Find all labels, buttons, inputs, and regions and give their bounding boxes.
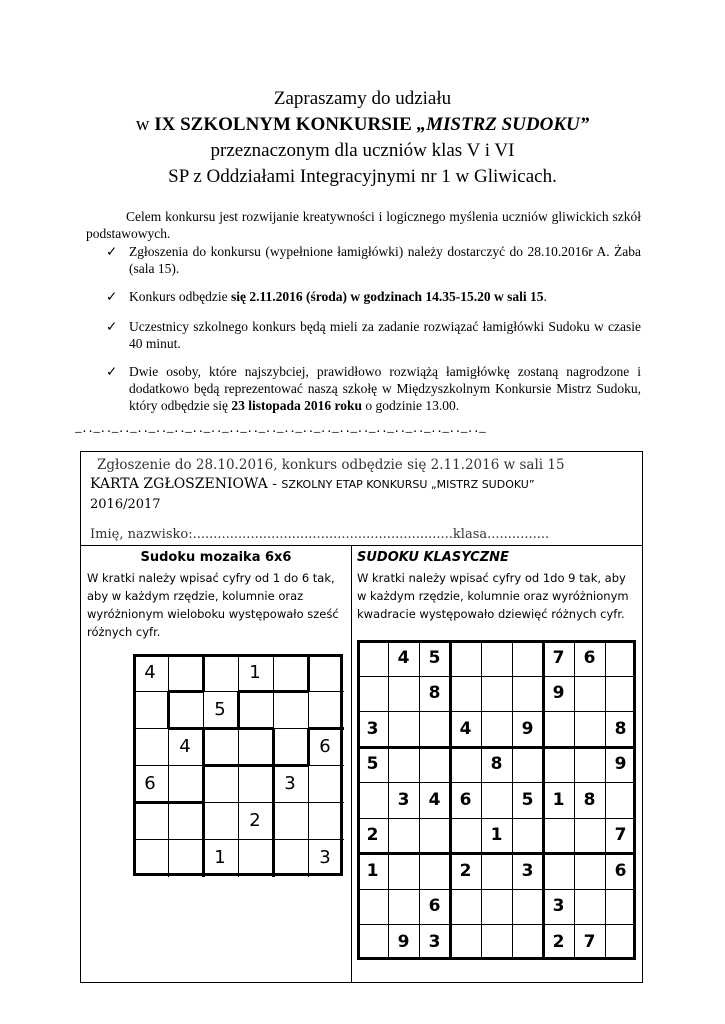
bullet-item-task — [106, 318, 641, 352]
klasyczne-cell[interactable]: 9 — [552, 683, 565, 703]
klasyczne-cell[interactable] — [574, 889, 605, 924]
klasyczne-cell[interactable] — [450, 747, 481, 782]
klasyczne-cell[interactable]: 5 — [521, 789, 534, 810]
card-title-subtitle: SZKOLNY ETAP KONKURSU „MISTRZ SUDOKU” — [281, 478, 535, 491]
invitation-header — [0, 86, 725, 190]
header-line-3: przeznaczonym dla uczniów klas V i VI — [210, 140, 515, 161]
klasyczne-cell[interactable]: 4 — [428, 789, 441, 810]
klasyczne-cell[interactable] — [388, 853, 419, 888]
klasyczne-cell[interactable] — [357, 924, 388, 959]
bullet-text-suffix: o godzinie 13.00. — [362, 398, 460, 413]
klasyczne-cell[interactable] — [450, 889, 481, 924]
klasyczne-cell[interactable] — [605, 889, 636, 924]
mozaika-cell[interactable] — [238, 691, 272, 727]
mozaika-cell[interactable] — [203, 802, 237, 838]
bullet-date-bold: się 2.11.2016 (środa) w godzinach 14.35-15.20 w sali 15 — [230, 289, 544, 304]
mozaika-cell[interactable] — [168, 654, 202, 690]
klasyczne-cell[interactable]: 6 — [614, 860, 627, 881]
mozaika-cell[interactable] — [273, 691, 307, 727]
bullet-item-date — [106, 288, 641, 305]
klasyczne-cell[interactable]: 6 — [459, 789, 472, 810]
mozaika-cell[interactable] — [308, 802, 342, 838]
header-contest-title: „MISTRZ SUDOKU” — [416, 114, 590, 135]
klasyczne-cell[interactable] — [419, 711, 450, 746]
klasyczne-cell[interactable]: 4 — [459, 718, 472, 739]
mozaika-cell[interactable] — [133, 802, 167, 838]
klasyczne-cell[interactable] — [543, 818, 574, 853]
bullet-text — [129, 288, 641, 305]
klasyczne-cell[interactable] — [605, 924, 636, 959]
klasyczne-cell[interactable] — [450, 676, 481, 711]
card-title — [90, 476, 535, 492]
klasyczne-cell[interactable]: 8 — [490, 754, 503, 774]
klasyczne-cell[interactable] — [481, 711, 512, 746]
klasyczne-cell[interactable]: 2 — [366, 825, 379, 845]
header-line-2-prefix: w — [135, 114, 155, 135]
mozaika-cell[interactable] — [203, 654, 237, 690]
mozaika-cell[interactable] — [308, 765, 342, 801]
mozaika-cell[interactable]: 2 — [249, 809, 261, 831]
sudoku-klasyczne-grid — [357, 640, 637, 960]
klasyczne-cell[interactable]: 9 — [521, 718, 534, 739]
checkmark-icon: ✓ — [106, 289, 118, 304]
klasyczne-cell[interactable] — [481, 640, 512, 675]
mozaika-cell[interactable] — [133, 691, 167, 727]
mozaika-cell[interactable] — [238, 728, 272, 764]
mozaika-cell[interactable]: 5 — [214, 698, 226, 720]
klasyczne-cell[interactable] — [419, 853, 450, 888]
mozaika-cell[interactable] — [273, 728, 307, 764]
klasyczne-cell[interactable] — [450, 640, 481, 675]
bullet-text-suffix: . — [543, 289, 547, 304]
klasyczne-cell[interactable]: 3 — [428, 931, 441, 952]
bullet-item-winners — [106, 363, 641, 414]
klasyczne-cell[interactable] — [574, 818, 605, 853]
sudoku-mozaika-grid — [133, 654, 343, 876]
mozaika-instructions: W kratki należy wpisać cyfry od 1 do 6 tak, aby w każdym rzędzie, kolumnie oraz wyróżnionym wieloboku występowało sześć różnych cyfr. — [87, 571, 339, 639]
klasyczne-cell[interactable] — [574, 676, 605, 711]
mozaika-cell[interactable] — [133, 728, 167, 764]
klasyczne-cell[interactable] — [574, 853, 605, 888]
klasyczne-cell[interactable] — [605, 640, 636, 675]
klasyczne-cell[interactable] — [481, 924, 512, 959]
mozaika-cell[interactable]: 3 — [319, 846, 331, 868]
klasyczne-cell[interactable] — [450, 924, 481, 959]
mozaika-cell[interactable] — [168, 802, 202, 838]
registration-card-header — [81, 452, 642, 546]
bullet-final-date-bold: 23 listopada 2016 roku — [231, 398, 363, 413]
klasyczne-cell[interactable] — [512, 889, 543, 924]
klasyczne-cell[interactable] — [574, 711, 605, 746]
klasyczne-cell[interactable] — [543, 711, 574, 746]
mozaika-cell[interactable] — [308, 691, 342, 727]
klasyczne-cell[interactable] — [481, 889, 512, 924]
klasyczne-cell[interactable]: 2 — [552, 931, 565, 952]
klasyczne-cell[interactable] — [574, 747, 605, 782]
mozaika-cell[interactable]: 3 — [284, 772, 296, 794]
klasyczne-cell[interactable] — [512, 924, 543, 959]
klasyczne-cell[interactable] — [388, 711, 419, 746]
klasyczne-cell[interactable] — [512, 640, 543, 675]
bullet-text-prefix: Dwie osoby, które najszybciej, prawidłowo rozwiążą łamigłówkę zostaną nagrodzone i dodatkowo będą reprezentować naszą szkołę w Międzyszkolnym Konkursie Mistrz Sudoku, który odbędzie się — [129, 364, 641, 413]
card-title-main: KARTA ZGŁOSZENIOWA - — [90, 476, 282, 492]
mozaika-cell[interactable]: 1 — [249, 661, 261, 683]
klasyczne-cell[interactable] — [481, 782, 512, 817]
mozaika-cell[interactable]: 6 — [144, 772, 156, 794]
klasyczne-cell[interactable]: 3 — [366, 718, 379, 739]
bullet-text: Zgłoszenia do konkursu (wypełnione łamigłówki) należy dostarczyć do 28.10.2016r A. Żaba (sala 15). — [129, 244, 641, 276]
klasyczne-cell[interactable]: 4 — [397, 647, 410, 668]
klasyczne-cell[interactable]: 5 — [366, 754, 379, 774]
klasyczne-cell[interactable]: 3 — [397, 789, 410, 810]
header-contest-name: IX SZKOLNYM KONKURSIE — [154, 114, 417, 135]
klasyczne-cell[interactable] — [512, 818, 543, 853]
bullet-item-submissions — [106, 243, 641, 277]
klasyczne-cell[interactable]: 9 — [614, 754, 627, 774]
klasyczne-cell[interactable] — [419, 747, 450, 782]
klasyczne-cell[interactable] — [388, 818, 419, 853]
checkmark-icon: ✓ — [106, 364, 118, 379]
checkmark-icon: ✓ — [106, 244, 118, 259]
klasyczne-cell[interactable] — [450, 818, 481, 853]
mozaika-cell[interactable] — [203, 728, 237, 764]
card-dates-line: Zgłoszenie do 28.10.2016, konkurs odbędzie się 2.11.2016 w sali 15 — [97, 457, 565, 473]
klasyczne-instructions: W kratki należy wpisać cyfry od 1do 9 tak, aby w każdym rzędzie, kolumnie oraz wyróżnionym kwadracie występowało dziewięć różnych cyfr. — [357, 571, 629, 621]
klasyczne-cell[interactable]: 2 — [459, 860, 472, 881]
klasyczne-cell[interactable]: 1 — [366, 860, 379, 881]
mozaika-cell[interactable] — [168, 691, 202, 727]
klasyczne-cell[interactable] — [419, 818, 450, 853]
card-year: 2016/2017 — [90, 497, 161, 512]
header-line-4: SP z Oddziałami Integracyjnymi nr 1 w Gliwicach. — [168, 166, 557, 187]
mozaika-cell[interactable] — [273, 654, 307, 690]
klasyczne-cell[interactable]: 7 — [583, 931, 596, 952]
klasyczne-cell[interactable] — [388, 889, 419, 924]
checkmark-icon: ✓ — [106, 319, 118, 334]
mozaika-cell[interactable] — [203, 765, 237, 801]
mozaika-cell[interactable] — [273, 802, 307, 838]
klasyczne-cell[interactable]: 6 — [428, 896, 441, 916]
intro-text: Celem konkursu jest rozwijanie kreatywności i logicznego myślenia uczniów gliwickich szkół podstawowych. — [86, 209, 641, 241]
klasyczne-cell[interactable]: 5 — [428, 647, 441, 668]
name-class-field[interactable]: Imię, nazwisko:...............................................................klasa............... — [90, 527, 550, 542]
klasyczne-cell[interactable] — [357, 676, 388, 711]
klasyczne-cell[interactable]: 3 — [552, 896, 565, 916]
mozaika-cell[interactable] — [238, 765, 272, 801]
klasyczne-cell[interactable] — [481, 676, 512, 711]
klasyczne-cell[interactable]: 6 — [583, 647, 596, 668]
mozaika-cell[interactable]: 1 — [214, 846, 226, 868]
mozaika-cell[interactable]: 4 — [144, 661, 156, 683]
klasyczne-cell[interactable] — [543, 853, 574, 888]
mozaika-cell[interactable]: 4 — [179, 735, 191, 757]
bullet-text — [129, 363, 641, 414]
klasyczne-cell[interactable] — [543, 747, 574, 782]
header-line-1: Zapraszamy do udziału — [273, 88, 452, 109]
klasyczne-cell[interactable] — [512, 676, 543, 711]
klasyczne-cell[interactable]: 8 — [583, 789, 596, 810]
klasyczne-cell[interactable] — [481, 853, 512, 888]
mozaika-cell[interactable] — [238, 839, 272, 875]
klasyczne-cell[interactable]: 7 — [614, 825, 627, 845]
klasyczne-cell[interactable] — [512, 747, 543, 782]
klasyczne-cell[interactable]: 1 — [552, 789, 565, 810]
klasyczne-cell[interactable]: 7 — [552, 647, 565, 668]
klasyczne-cell[interactable]: 8 — [428, 683, 441, 703]
klasyczne-cell[interactable] — [357, 782, 388, 817]
klasyczne-cell[interactable]: 3 — [521, 860, 534, 881]
cut-line-separator: —··—··—··—··—··—··—··—··—··—··—··—··—··—··—··—··—··—··—··—··—··—··— — [75, 428, 486, 436]
klasyczne-cell[interactable] — [357, 889, 388, 924]
mozaika-title: Sudoku mozaika 6x6 — [140, 550, 292, 565]
klasyczne-cell[interactable]: 8 — [614, 718, 627, 739]
klasyczne-cell[interactable] — [388, 747, 419, 782]
mozaika-cell[interactable] — [273, 839, 307, 875]
bullet-text-prefix: Konkurs odbędzie — [129, 289, 231, 304]
mozaika-cell[interactable] — [133, 839, 167, 875]
bullet-text: Uczestnicy szkolnego konkurs będą mieli za zadanie rozwiązać łamigłówki Sudoku w czasie 40 minut. — [129, 319, 641, 351]
mozaika-cell[interactable] — [168, 765, 202, 801]
mozaika-cell[interactable] — [308, 654, 342, 690]
klasyczne-cell[interactable]: 1 — [490, 825, 503, 845]
intro-paragraph — [86, 208, 641, 242]
klasyczne-title: SUDOKU KLASYCZNE — [357, 550, 509, 565]
mozaika-cell[interactable]: 6 — [319, 735, 331, 757]
header-line-2 — [0, 112, 725, 138]
klasyczne-cell[interactable]: 9 — [397, 931, 410, 952]
klasyczne-cell[interactable] — [605, 782, 636, 817]
mozaika-cell[interactable] — [168, 839, 202, 875]
klasyczne-cell[interactable] — [357, 640, 388, 675]
column-divider — [351, 546, 352, 983]
klasyczne-cell[interactable] — [388, 676, 419, 711]
klasyczne-cell[interactable] — [605, 676, 636, 711]
